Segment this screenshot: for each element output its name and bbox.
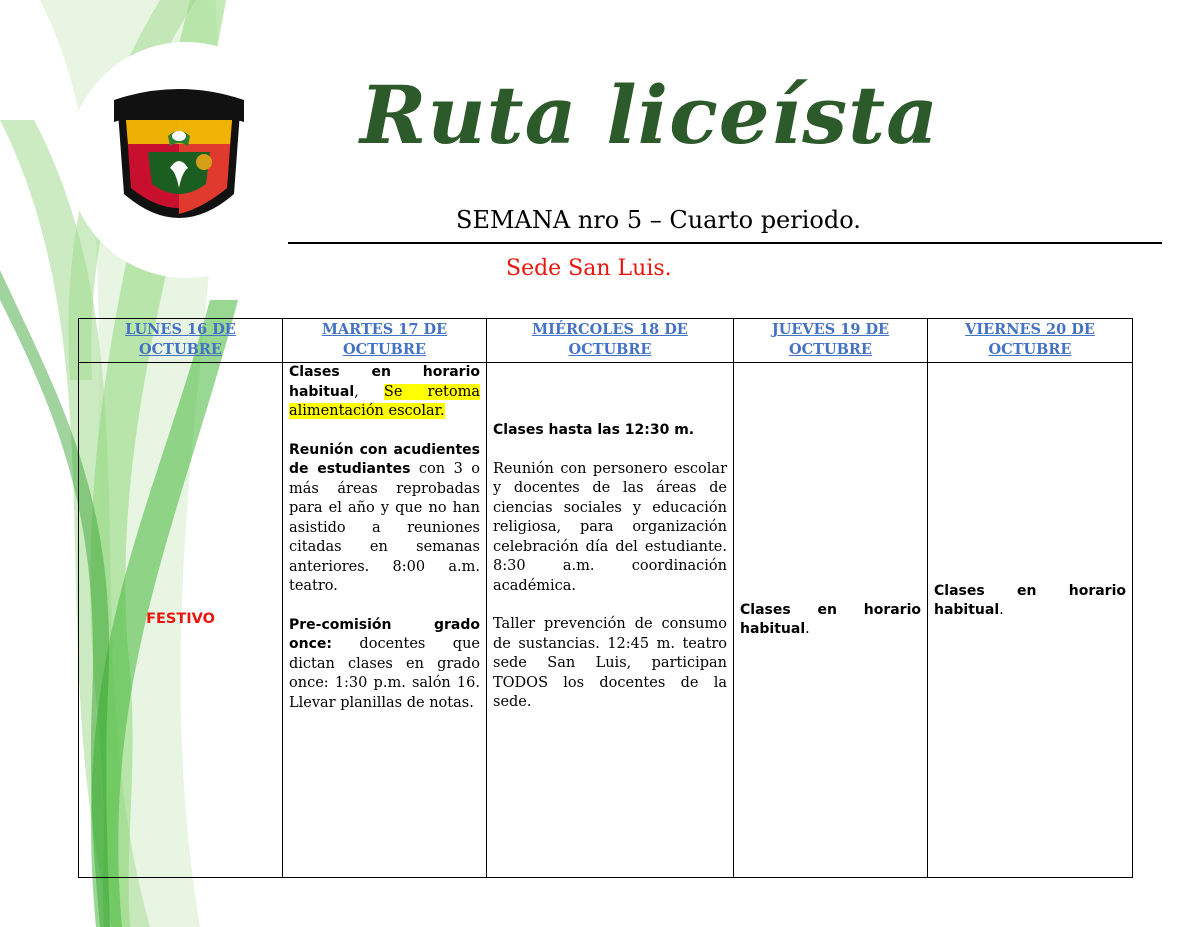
viernes-paragraph xyxy=(934,582,1126,621)
martes-reunion-text: con 3 o más áreas reprobadas para el año y que no han asistido a reuniones citadas en semanas anteriores. 8:00 a.m. teatro. xyxy=(289,461,480,594)
header-martes: MARTES 17 DE OCTUBRE xyxy=(283,319,487,363)
cell-martes xyxy=(283,363,487,878)
header-viernes: VIERNES 20 DE OCTUBRE xyxy=(928,319,1133,363)
martes-highlighted-note: Se retoma alimentación escolar. xyxy=(289,383,481,419)
viernes-clases-bold: Clases en horario habitual xyxy=(934,582,1126,618)
header-miercoles: MIÉRCOLES 18 DE OCTUBRE xyxy=(487,319,734,363)
cell-viernes xyxy=(928,363,1133,878)
cell-miercoles xyxy=(487,363,734,878)
sede-label: Sede San Luis. xyxy=(506,256,672,281)
week-subtitle: SEMANA nro 5 – Cuarto periodo. xyxy=(456,206,861,234)
cell-jueves xyxy=(734,363,928,878)
table-row xyxy=(79,363,1133,878)
martes-precomision-text: docentes que dictan clases en grado once: 1:30 p.m. salón 16. Llevar planillas de notas. xyxy=(289,636,480,711)
jueves-clases-bold: Clases en horario habitual xyxy=(740,601,921,637)
table-header-row xyxy=(79,319,1133,363)
miercoles-clases-bold: Clases hasta las 12:30 m. xyxy=(493,422,695,438)
title-underline-divider xyxy=(288,242,1162,244)
martes-reunion-bold: Reunión con acudientes de estudiantes xyxy=(289,441,480,477)
martes-paragraph-3 xyxy=(289,616,480,714)
cell-lunes xyxy=(79,363,283,878)
school-crest-logo xyxy=(108,82,250,242)
miercoles-paragraph-2: Reunión con personero escolar y docentes de las áreas de ciencias sociales y educación religiosa, para organización celebración día del estudiante. 8:30 a.m. coordinación académica. xyxy=(493,460,727,594)
jueves-tail: . xyxy=(805,621,810,637)
page-title: Ruta liceísta xyxy=(360,68,939,162)
jueves-paragraph xyxy=(740,601,921,640)
weekly-schedule-table xyxy=(78,318,1133,878)
header-lunes: LUNES 16 DE OCTUBRE xyxy=(79,319,283,363)
martes-precomision-bold: Pre-comisión grado once: xyxy=(289,616,480,652)
martes-paragraph-1 xyxy=(289,363,480,422)
festivo-label: FESTIVO xyxy=(146,611,215,628)
martes-clases-bold: Clases en horario habitual xyxy=(289,364,480,400)
martes-separator: , xyxy=(354,383,384,400)
header-jueves: JUEVES 19 DE OCTUBRE xyxy=(734,319,928,363)
miercoles-paragraph-3: Taller prevención de consumo de sustancias. 12:45 m. teatro sede San Luis, participan TODOS los docentes de la sede. xyxy=(493,616,727,710)
viernes-tail: . xyxy=(999,602,1004,618)
martes-paragraph-2 xyxy=(289,441,480,597)
miercoles-paragraph-1 xyxy=(493,421,727,441)
